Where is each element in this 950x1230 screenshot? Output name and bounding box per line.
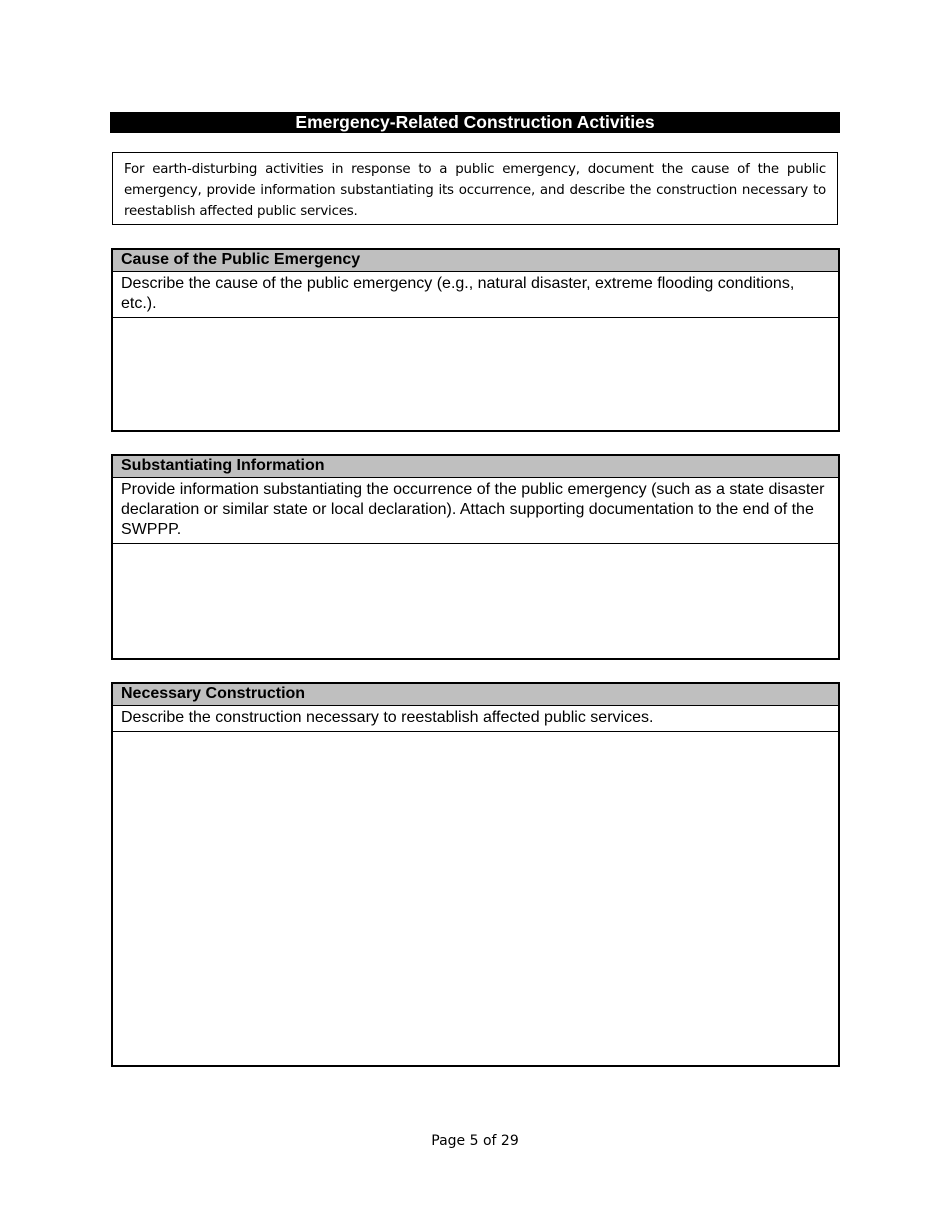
necessary-construction-section (111, 682, 840, 1067)
section-description: Provide information substantiating the occurrence of the public emergency (such as a state disaster declaration or similar state or local declaration). Attach supporting documentation to the end of the SWPPP. (113, 478, 838, 544)
section-title: Emergency-Related Construction Activities (110, 112, 840, 133)
section-description: Describe the cause of the public emergency (e.g., natural disaster, extreme flooding conditions, etc.). (113, 272, 838, 318)
section-header: Substantiating Information (113, 456, 838, 478)
page-number: Page 5 of 29 (431, 1133, 519, 1149)
section-header: Necessary Construction (113, 684, 838, 706)
cause-of-emergency-section (111, 248, 840, 432)
section-header: Cause of the Public Emergency (113, 250, 838, 272)
intro-instructions: For earth-disturbing activities in response to a public emergency, document the cause of the public emergency, provide information substantiating its occurrence, and describe the construction necessary to reestablish affected public services. (112, 152, 838, 225)
substantiating-information-section (111, 454, 840, 660)
construction-answer-field[interactable] (113, 732, 838, 1067)
cause-answer-field[interactable] (113, 318, 838, 430)
section-description: Describe the construction necessary to reestablish affected public services. (113, 706, 838, 732)
substantiating-answer-field[interactable] (113, 544, 838, 656)
